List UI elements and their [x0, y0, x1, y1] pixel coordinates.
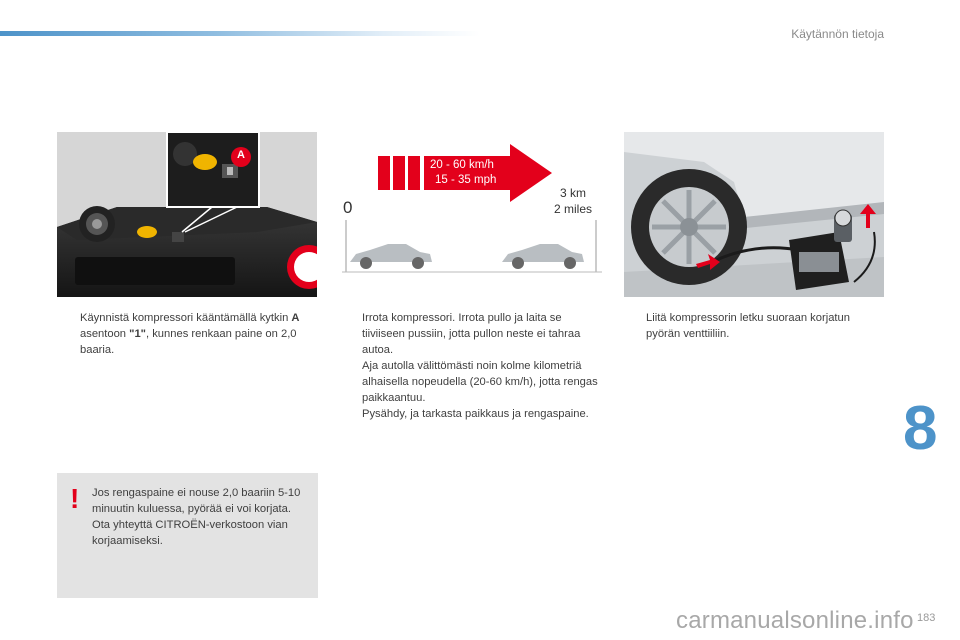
instruction-item: Käynnistä kompressori kääntämällä kytkin A asentoon "1", kunnes renkaan paine on 2,0 baaria. — [80, 312, 300, 356]
instruction-item: Liitä kompressorin letku suoraan korjatun pyörän venttiiliin. — [646, 312, 850, 340]
speed-kmh-label: 20 - 60 km/h — [430, 159, 494, 171]
speed-distance-illustration — [340, 132, 604, 297]
instruction-item: Pysähdy, ja tarkasta paikkaus ja rengaspaine. — [362, 408, 589, 420]
warning-exclamation-icon: ! — [70, 483, 80, 514]
instruction-item: Aja autolla välittömästi noin kolme kilometriä alhaisella nopeudella (20-60 km/h), jotta rengas paikkaantuu. — [362, 360, 598, 404]
instruction-column-3 — [624, 310, 886, 342]
speed-mph-label: 15 - 35 mph — [435, 174, 497, 186]
chapter-number: 8 — [903, 394, 938, 463]
header-accent-bar — [0, 31, 480, 36]
instruction-column-1 — [58, 310, 320, 358]
distance-km-label: 3 km — [560, 186, 587, 200]
start-distance-label: 0 — [343, 198, 353, 217]
page-number: 183 — [917, 612, 936, 624]
instruction-column-2 — [340, 310, 602, 422]
compressor-wheel-illustration — [624, 132, 884, 297]
callout-label-a: A — [237, 149, 245, 161]
section-title: Käytännön tietoja — [791, 27, 884, 41]
watermark-text: carmanualsonline.info — [676, 607, 914, 634]
warning-text: Jos rengaspaine ei nouse 2,0 baariin 5-10 minuutin kuluessa, pyörää ei voi korjata. Ota yhteyttä CITROËN-verkostoon vian korjaamiseksi. — [92, 487, 301, 547]
instruction-item: Irrota kompressori. Irrota pullo ja laita se tiiviiseen pussiin, jotta pullon neste ei tahraa autoa. — [362, 312, 581, 356]
warning-box — [57, 473, 318, 598]
compressor-switch-illustration — [57, 132, 317, 297]
distance-miles-label: 2 miles — [554, 202, 593, 216]
